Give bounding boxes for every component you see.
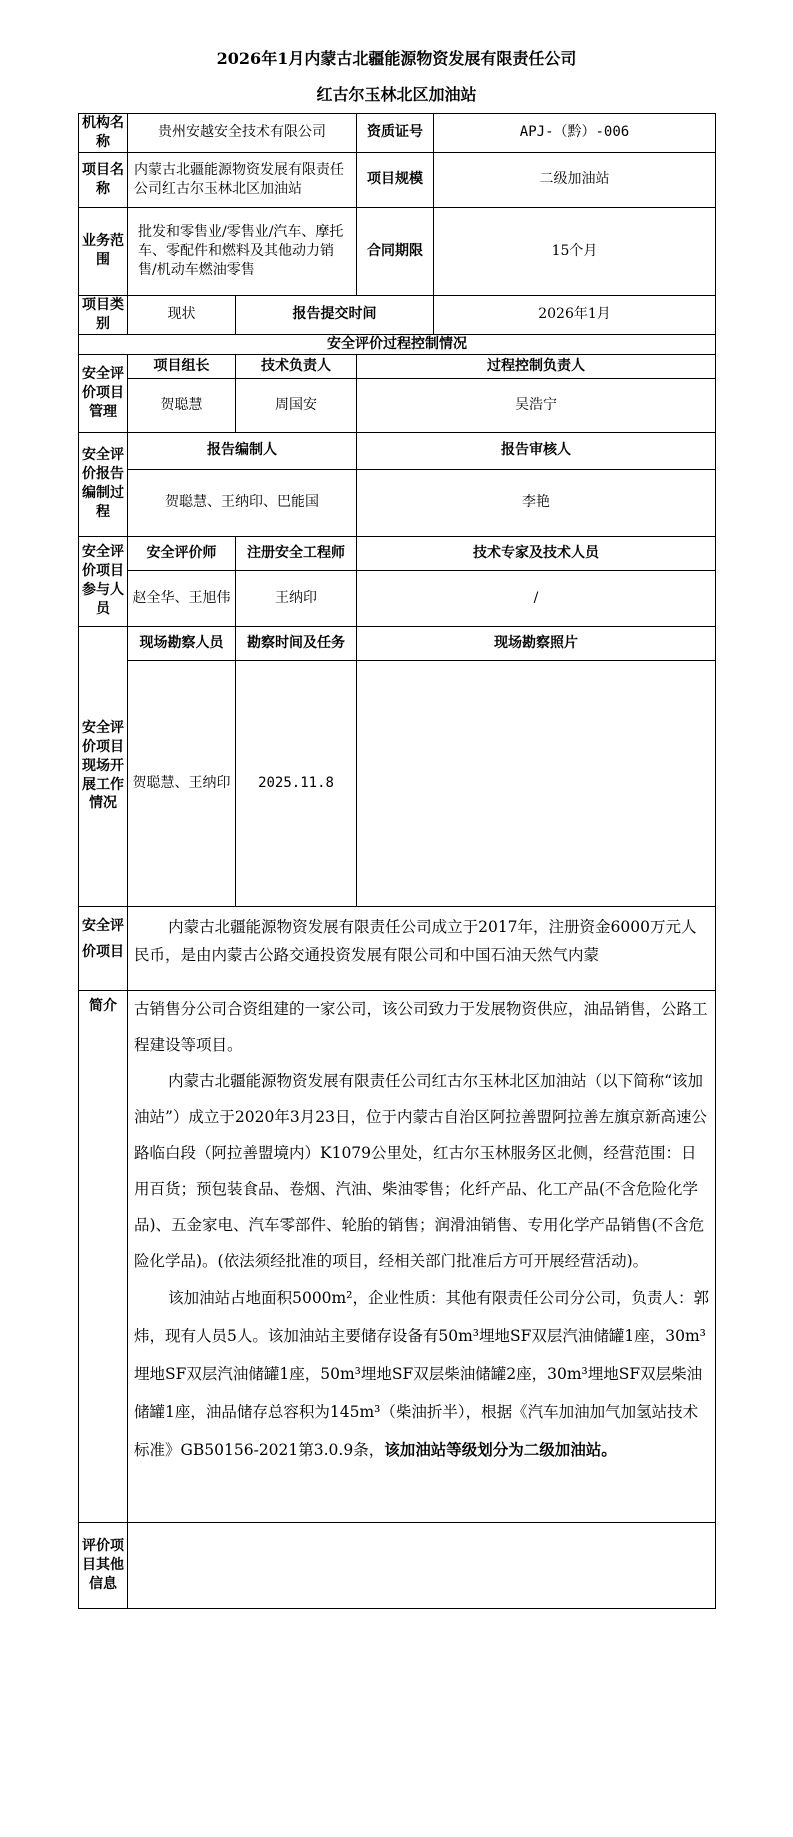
- site-photo-cell: [357, 660, 716, 906]
- tech-lead-label: 技术负责人: [236, 354, 357, 378]
- intro-paragraph-1-bottom: 古销售分公司合资组建的一家公司，该公司致力于发展物资供应，油品销售，公路工程建设等项目。: [134, 999, 708, 1054]
- project-scale-value: 二级加油站: [434, 152, 716, 207]
- project-type-value: 现状: [128, 295, 236, 334]
- intro-label-bottom: 简介: [79, 990, 128, 1522]
- site-people-value: 贺聪慧、王纳印: [128, 660, 236, 906]
- contract-period-value: 15个月: [434, 207, 716, 295]
- business-scope-value: 批发和零售业/零售业/汽车、摩托车、零配件和燃料及其他动力销售/机动车燃油零售: [128, 207, 357, 295]
- process-section-title: 安全评价过程控制情况: [79, 334, 716, 354]
- site-people-label: 现场勘察人员: [128, 626, 236, 660]
- site-time-label: 勘察时间及任务: [236, 626, 357, 660]
- org-name-value: 贵州安越安全技术有限公司: [128, 114, 357, 153]
- document-title-line2: 红古尔玉林北区加油站: [316, 85, 477, 104]
- intro-label-top: 安全评价项目: [79, 906, 128, 990]
- project-scale-label: 项目规模: [357, 152, 434, 207]
- cert-no-value: APJ-（黔）-006: [434, 114, 716, 153]
- contract-period-label: 合同期限: [357, 207, 434, 295]
- site-photo-label: 现场勘察照片: [357, 626, 716, 660]
- intro-paragraph-1-top: 内蒙古北疆能源物资发展有限责任公司成立于2017年，注册资金6000万元人民币，是由内蒙古公路交通投资发展有限公司和中国石油天然气内蒙: [134, 917, 697, 964]
- engineer-label: 注册安全工程师: [236, 536, 357, 570]
- process-control-label: 过程控制负责人: [357, 354, 716, 378]
- reviewer-label: 报告审核人: [357, 432, 716, 469]
- evaluator-value: 赵全华、王旭伟: [128, 570, 236, 626]
- report-time-value: 2026年1月: [434, 295, 716, 334]
- info-table: [78, 113, 716, 1609]
- intro-paragraph-3: [128, 1279, 715, 1469]
- reviewer-value: 李艳: [357, 469, 716, 536]
- compiler-label: 报告编制人: [128, 432, 357, 469]
- org-name-label: 机构名称: [79, 114, 128, 153]
- cert-no-label: 资质证号: [357, 114, 434, 153]
- management-label: 安全评价项目管理: [79, 354, 128, 432]
- site-time-value: 2025.11.8: [236, 660, 357, 906]
- intro-paragraph-3-text: 该加油站占地面积5000m²，企业性质：其他有限责任公司分公司，负责人：郭炜，现有人员5人。该加油站主要储存设备有50m³埋地SF双层汽油储罐1座，30m³埋地SF双层汽油储罐1座，50m³埋地SF双层柴油储罐2座，30m³埋地SF双层柴油储罐1座，油品储存总容积为145m³（柴油折半），根据《汽车加油加气加氢站技术标准》GB50156-2021第3.0.9条，: [134, 1288, 709, 1459]
- intro-p1-top-cell: [128, 906, 716, 990]
- leader-label: 项目组长: [128, 354, 236, 378]
- document-title-line1: 2026年1月内蒙古北疆能源物资发展有限责任公司: [216, 49, 577, 68]
- intro-body-cell: [128, 990, 716, 1522]
- site-label: 安全评价项目现场开展工作情况: [79, 626, 128, 906]
- evaluator-label: 安全评价师: [128, 536, 236, 570]
- engineer-value: 王纳印: [236, 570, 357, 626]
- compiler-value: 贺聪慧、王纳印、巴能国: [128, 469, 357, 536]
- project-name-value: 内蒙古北疆能源物资发展有限责任公司红古尔玉林北区加油站: [128, 152, 357, 207]
- business-scope-label: 业务范围: [79, 207, 128, 295]
- project-type-label: 项目类别: [79, 295, 128, 334]
- other-info-value: [128, 1522, 716, 1608]
- expert-value: /: [357, 570, 716, 626]
- project-name-label: 项目名称: [79, 152, 128, 207]
- expert-label: 技术专家及技术人员: [357, 536, 716, 570]
- tech-lead-value: 周国安: [236, 378, 357, 432]
- compile-label: 安全评价报告编制过程: [79, 432, 128, 536]
- intro-paragraph-3-conclusion: 该加油站等级划分为二级加油站。: [384, 1439, 617, 1459]
- participants-label: 安全评价项目参与人员: [79, 536, 128, 626]
- intro-paragraph-2: 内蒙古北疆能源物资发展有限责任公司红古尔玉林北区加油站（以下简称“该加油站”）成立于2020年3月23日，位于内蒙古自治区阿拉善盟阿拉善左旗京新高速公路临白段（阿拉善盟境内）K1079公里处，红古尔玉林服务区北侧，经营范围：日用百货；预包装食品、卷烟、汽油、柴油零售；化纤产品、化工产品(不含危险化学品)、五金家电、汽车零部件、轮胎的销售；润滑油销售、专用化学产品销售(不含危险化学品)。(依法须经批准的项目，经相关部门批准后方可开展经营活动)。: [134, 1071, 707, 1270]
- report-time-label: 报告提交时间: [236, 295, 434, 334]
- leader-value: 贺聪慧: [128, 378, 236, 432]
- other-info-label: 评价项目其他信息: [79, 1522, 128, 1608]
- process-control-value: 吴浩宁: [357, 378, 716, 432]
